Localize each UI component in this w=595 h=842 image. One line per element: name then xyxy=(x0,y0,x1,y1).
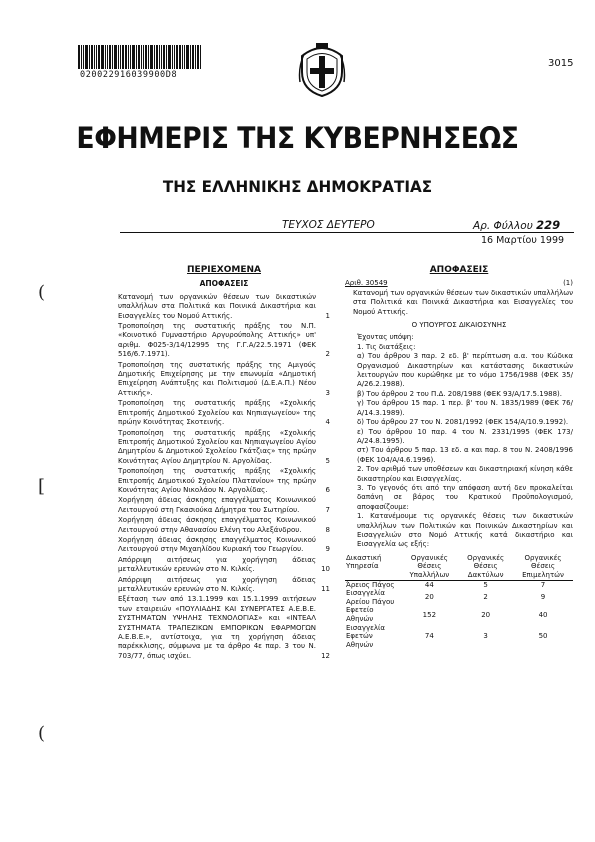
table-cell: 40 xyxy=(538,610,548,619)
margin-mark: ( xyxy=(38,723,46,744)
toc-entry-text: Εξέταση των από 13.1.1999 και 15.1.1999 αιτήσεων των εταιρειών «ΠΟΥΛΙΑΔΗΣ ΚΑΙ ΣΥΝΕΡΓΑΤΕΣ Α.Ε.Β.Ε. ΣΥΣΤΗΜΑΤΩΝ ΥΨΗΛΗΣ ΤΕΧΝΟΛΟΓΙΑΣ» και «ΙΝΤΕΑΛ ΣΥΣΤΗΜΑΤΑ ΤΡΑΠΕΖΙΚΩΝ ΕΜΠΟΡΙΚΩΝ ΕΦΑΡΜΟΓΩΝ Α.Ε.Β.Ε.», αντίστοιχα, για τη χορήγηση άδειας παρέκκλισης, σύμφωνα με τα άρθρο 4ε παρ. 3 του Ν. 703/77, όπως ισχύει. xyxy=(118,595,316,660)
clause-item: δ) Του άρθρου 27 του Ν. 2081/1992 (ΦΕΚ 154/Α/10.9.1992). xyxy=(357,418,569,427)
toc-subheading: ΑΠΟΦΑΣΕΙΣ xyxy=(199,279,249,289)
table-cell: Άρειος Πάγος xyxy=(345,580,400,589)
toc-entry-text: Απόρριψη αιτήσεως για χορήγηση άδειας μεταλλευτικών ερευνών στο Ν. Κιλκίς. xyxy=(118,575,316,593)
table-header-cell: Οργανικές Θέσεις Δακτύλων xyxy=(467,553,505,579)
margin-mark: ( xyxy=(38,282,46,303)
margin-mark: [ xyxy=(38,476,46,497)
toc-entry-text: Χορήγηση άδειας άσκησης επαγγέλματος Κοινωνικού Λειτουργού στην Αθανασίου Ελένη του Αλεξάνδρου. xyxy=(118,516,316,534)
table-cell: 5 xyxy=(458,580,513,589)
table-cell: 74 xyxy=(424,632,434,641)
toc-entry-page: 10 xyxy=(321,565,330,574)
toc-entry-page: 12 xyxy=(321,651,330,660)
decision-reference: Αριθ. 30549 xyxy=(345,279,388,288)
paragraph-3: 3. Το γεγονός ότι από την απόφαση αυτή δεν προκαλείται δαπάνη σε βάρος του Κρατικού Προϋπολογισμού, αποφασίζουμε: xyxy=(357,483,573,511)
barcode-number: 020022916039900D8 xyxy=(80,70,178,80)
allocation-table xyxy=(345,554,573,650)
toc-list xyxy=(118,293,330,661)
table-header-cell: Δικαστική Υπηρεσία xyxy=(346,553,382,571)
issue-series: ΤΕΥΧΟΣ ΔΕΥΤΕΡΟ xyxy=(282,219,375,231)
toc-entry-text: Χορήγηση άδειας άσκησης επαγγέλματος Κοινωνικού Λειτουργού στην Μιχαηλίδου Κυριακή του Γεωργίου. xyxy=(118,535,316,554)
toc-entry xyxy=(118,556,330,575)
toc-entry-page: 6 xyxy=(325,485,330,494)
toc-entry-text: Τροποποίηση της συστατικής πράξης «Σχολικής Επιτροπής Δημοτικού Σχολείου και Νηπιαγωγείου Αγίου Δημητρίου & Δημοτικού Σχολείου Γκάτζιας» της πρώην Κοινότητας Αγίου Δημητρίου Ν. Αργολίδας. xyxy=(118,428,316,465)
toc-entry-page: 11 xyxy=(321,585,330,593)
table-header-cell: Οργανικές Θέσεις Υπαλλήλων xyxy=(409,553,450,579)
toc-heading: ΠΕΡΙΕΧΟΜΕΝΑ xyxy=(187,265,261,275)
table-cell: 20 xyxy=(424,593,434,602)
table-cell: 7 xyxy=(513,580,573,589)
table-cell: 20 xyxy=(481,610,491,619)
toc-entry-text: Τροποποίηση της συστατικής πράξης της Αμιγούς Δημοτικής Επιχείρησης με την επωνυμία «Δημοτική Επιχείρηση Ανάπτυξης και Πολιτισμού (Δ.Ε.Α.Π.) Νέου Αττικής». xyxy=(118,360,316,397)
barcode xyxy=(78,45,208,69)
toc-entry-page: 5 xyxy=(325,456,330,465)
toc-entry-text: Τροποποίηση της συστατικής πράξης «Σχολικής Επιτροπής Δημοτικού Σχολείου Πλατανίου» της πρώην Κοινότητας Αγίου Νικολάου Ν. Αργολίδας. xyxy=(118,467,316,494)
toc-entry xyxy=(118,595,330,661)
toc-entry-page: 9 xyxy=(325,545,330,554)
table-cell: Εφετείο Αθηνών xyxy=(346,606,374,623)
decision-subject: Κατανομή των οργανικών θέσεων των δικαστικών υπαλλήλων στα Πολιτικά και Ποινικά Δικαστήρια και Εισαγγελίες του Νομού Αττικής. xyxy=(353,288,573,316)
decision-index: (1) xyxy=(563,279,573,288)
table-row xyxy=(345,606,573,623)
table-cell: 3 xyxy=(483,632,488,641)
table-body xyxy=(345,580,573,649)
decision-reference-row xyxy=(345,279,573,288)
table-cell: Εισαγγελία Εφετών Αθηνών xyxy=(346,623,386,649)
table-cell: 9 xyxy=(540,593,546,602)
toc-entry-page: 4 xyxy=(325,418,330,427)
intro-text: Έχοντας υπόψη: xyxy=(357,333,414,342)
toc-entry xyxy=(118,467,330,495)
toc-entry xyxy=(118,322,330,360)
table-header-row xyxy=(345,554,573,580)
table-cell: Εισαγγελία Αρείου Πάγου xyxy=(346,589,395,606)
table-cell: 2 xyxy=(483,593,488,602)
table-row xyxy=(345,580,573,589)
toc-entry-page: 2 xyxy=(325,350,330,359)
page-number: 3015 xyxy=(548,58,574,69)
toc-entry-text: Χορήγηση άδειας άσκησης επαγγέλματος Κοινωνικού Λειτουργού στη Γκασιούκα Δήμητρα του Σωτηρίου. xyxy=(118,496,316,514)
issue-date: 16 Μαρτίου 1999 xyxy=(481,235,565,246)
table-of-contents xyxy=(118,266,330,662)
issue-number xyxy=(473,218,560,232)
toc-entry xyxy=(118,361,330,399)
decisions-heading: ΑΠΟΦΑΣΕΙΣ xyxy=(429,265,489,275)
paragraph-1: 1. Τις διατάξεις: xyxy=(357,342,416,351)
toc-entry-text: Κατανομή των οργανικών θέσεων των δικαστικών υπαλλήλων στα Πολιτικά και Ποινικά Δικαστήρια και Εισαγγελίες του Νομού Αττικής. xyxy=(118,292,316,320)
clause-item: β) Του άρθρου 2 του Π.Δ. 208/1988 (ΦΕΚ 93/Α/17.5.1988). xyxy=(357,389,563,398)
toc-entry-text: Τροποποίηση της συστατικής πράξης του Ν.Π. «Κοινοτικό Γυμναστήριο Αργυρούπολης Αττικής» υπ' αριθμ. Φ025-3/14/12995 της Γ.Γ.Α/22.5.1971 (ΦΕΚ 516/6.7.1971). xyxy=(118,322,316,359)
issue-number-label: Αρ. Φύλλου xyxy=(473,220,533,232)
clause-item: α) Του άρθρου 3 παρ. 2 εδ. β' περίπτωση α.α. του Κώδικα Οργανισμού Δικαστηρίων και κατάστασης δικαστικών λειτουργών που κυρώθηκε με το νόμο 1756/1988 (ΦΕΚ 35/Α/26.2.1988). xyxy=(357,352,573,389)
header-rule xyxy=(120,232,574,233)
toc-entry xyxy=(118,536,330,555)
table-header-cell: Οργανικές Θέσεις Επιμελητών xyxy=(522,553,564,579)
toc-entry-page: 1 xyxy=(325,311,330,320)
toc-entry xyxy=(118,516,330,535)
toc-entry xyxy=(118,399,330,427)
clause-item: στ) Του άρθρου 5 παρ. 13 εδ. α και παρ. 8 του Ν. 2408/1996 (ΦΕΚ 104/Α/4.6.1996). xyxy=(357,446,573,464)
toc-entry-text: Απόρριψη αιτήσεως για χορήγηση άδειας μεταλλευτικών ερευνών στο Ν. Κιλκίς. xyxy=(118,555,316,574)
clause-item: γ) Του άρθρου 15 παρ. 1 περ. β' του Ν. 1835/1989 (ΦΕΚ 76/Α/14.3.1989). xyxy=(357,399,573,417)
toc-entry-page: 3 xyxy=(325,388,330,397)
toc-entry-text: Τροποποίηση της συστατικής πράξης «Σχολικής Επιτροπής Δημοτικού Σχολείου και Νηπιαγωγείου» της πρώην Κοινότητας Σκοτεινής. xyxy=(118,399,316,427)
table-cell: 44 xyxy=(400,580,458,589)
clause-list xyxy=(345,352,573,465)
toc-entry-page: 7 xyxy=(325,505,330,514)
toc-entry xyxy=(118,576,330,595)
toc-entry-page: 8 xyxy=(325,525,330,534)
decisions-column xyxy=(345,266,573,649)
gazette-title: ΕΦΗΜΕΡΙΣ ΤΗΣ ΚΥΒΕΡΝΗΣΕΩΣ xyxy=(76,121,519,155)
table-row xyxy=(345,624,573,650)
issue-number-value: 229 xyxy=(536,218,561,232)
gazette-subtitle: ΤΗΣ ΕΛΛΗΝΙΚΗΣ ΔΗΜΟΚΡΑΤΙΑΣ xyxy=(162,177,433,196)
coat-of-arms-icon xyxy=(298,42,346,98)
toc-entry xyxy=(118,429,330,467)
table-cell: 50 xyxy=(538,632,548,641)
table-cell: 152 xyxy=(422,610,437,619)
paragraph-4: 1. Κατανέμουμε τις οργανικές θέσεις των δικαστικών υπαλλήλων των Πολιτικών και Ποινικών Δικαστηρίων και Εισαγγελιών στο Νομό Αττικής κατά δικαστήριο και Εισαγγελία ως εξής: xyxy=(357,512,573,549)
paragraph-2: 2. Τον αριθμό των υποθέσεων και δικαστηριακή κίνηση κάθε δικαστηρίου και Εισαγγελίας. xyxy=(357,465,573,483)
minister-heading: Ο ΥΠΟΥΡΓΟΣ ΔΙΚΑΙΟΣΥΝΗΣ xyxy=(411,321,507,330)
toc-entry xyxy=(118,496,330,515)
clause-item: ε) Του άρθρου 10 παρ. 4 του Ν. 2331/1995 (ΦΕΚ 173/Α/24.8.1995). xyxy=(357,427,573,445)
toc-entry xyxy=(118,293,330,321)
table-row xyxy=(345,589,573,606)
